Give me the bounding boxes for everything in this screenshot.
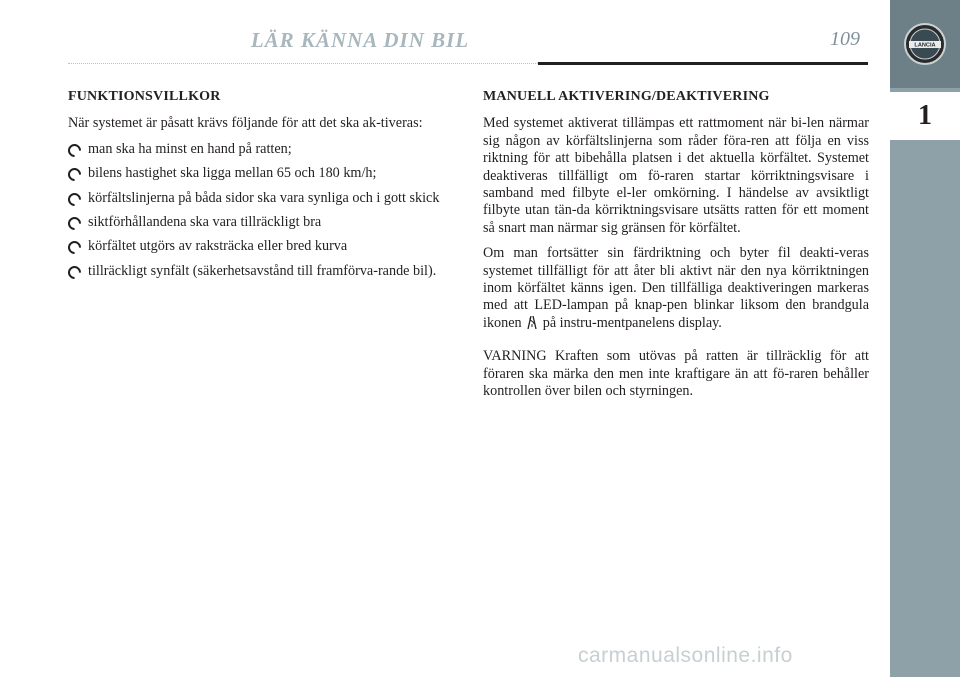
svg-text:LANCIA: LANCIA	[914, 42, 936, 49]
conditions-list	[68, 141, 454, 280]
header-dotted-rule	[68, 63, 538, 64]
watermark: carmanualsonline.info	[578, 644, 793, 667]
bullet-icon	[65, 214, 83, 232]
bullet-icon	[65, 141, 83, 159]
right-column	[483, 88, 869, 409]
list-item: körfältslinjerna på båda sidor ska vara synliga och i gott skick	[68, 190, 454, 207]
list-item: man ska ha minst en hand på ratten;	[68, 141, 454, 158]
list-item: körfältet utgörs av raksträcka eller bred kurva	[68, 238, 454, 255]
bullet-icon	[65, 263, 83, 281]
list-item: siktförhållandena ska vara tillräckligt bra	[68, 214, 454, 231]
bullet-icon	[65, 239, 83, 257]
warning-note: VARNING Kraften som utövas på ratten är tillräcklig för att föraren ska märka den men inte kraftigare än att fö-raren behåller kontrollen över bilen och styrningen.	[483, 348, 869, 400]
lane-assist-warning-icon	[525, 315, 539, 330]
chapter-number-tab[interactable]: 1	[890, 92, 960, 140]
list-item: tillräckligt synfält (säkerhetsavstånd till framförva-rande bil).	[68, 263, 454, 280]
list-item: bilens hastighet ska ligga mellan 65 och 180 km/h;	[68, 165, 454, 182]
section-heading-conditions: FUNKTIONSVILLKOR	[68, 89, 221, 104]
paragraph-deactivation: Om man fortsätter sin färdriktning och byter fil deakti-veras systemet tillfälligt för att åter bli aktivt när den nya körriktningen inom körfältet känns igen. Den tillfälliga deaktiveringen markeras med att LED-lampan på knap-pen blinkar liksom den brandgula ikonen på instru-mentpanelens display.	[483, 245, 869, 331]
bullet-icon	[65, 166, 83, 184]
bullet-icon	[65, 190, 83, 208]
section-heading-manual-activation: MANUELL AKTIVERING/DEAKTIVERING	[483, 89, 770, 104]
conditions-intro: När systemet är påsatt krävs följande för att det ska ak-tiveras:	[68, 115, 423, 132]
header-solid-rule	[538, 62, 868, 65]
chapter-sidebar	[890, 0, 960, 677]
left-column	[68, 88, 454, 287]
paragraph-activation: Med systemet aktiverat tillämpas ett rattmoment när bi-len närmar sig någon av körfältslinjerna som råder föra-ren att följa en viss riktning för att bibehålla platsen i det aktuella körfältet. Systemet deaktiveras tillfälligt om fö-raren startar körriktningsvisare i samband med filbyte el-ler omkörning. I händelse av avsiktligt filbyte utan tän-da körriktningsvisare utsätts ratten för ett moment så snart man närmar sig gränsen för körfältet.	[483, 115, 869, 236]
logo-panel	[890, 0, 960, 88]
lancia-logo-icon	[903, 22, 947, 66]
running-header-title: LÄR KÄNNA DIN BIL	[250, 28, 470, 52]
page-number: 109	[830, 28, 860, 50]
